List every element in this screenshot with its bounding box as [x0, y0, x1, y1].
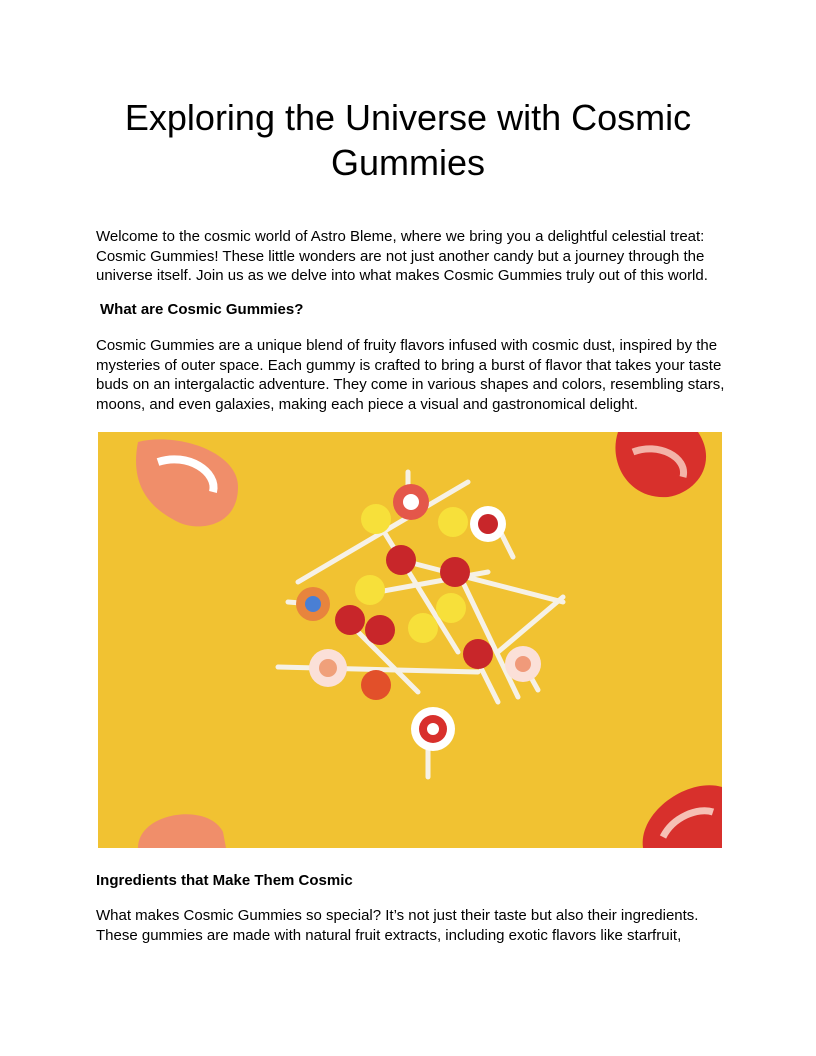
- title-line: Exploring the Universe with Cosmic: [124, 97, 692, 138]
- lollipops-photo: [98, 432, 722, 848]
- text-line: Cosmic Gummies! These little wonders are not just another candy but a journey through the: [96, 247, 705, 265]
- intro-paragraph: [96, 227, 708, 286]
- section2-paragraph: [96, 906, 698, 945]
- text-line: universe itself. Join us as we delve into what makes Cosmic Gummies truly out of this world.: [96, 267, 708, 284]
- text-line: mysteries of outer space. Each gummy is crafted to bring a burst of flavor that takes your taste: [96, 356, 722, 374]
- document-title: [0, 95, 816, 185]
- text-line: Cosmic Gummies are a unique blend of fruity flavors infused with cosmic dust, inspired by the: [96, 337, 718, 354]
- title-line: Gummies: [330, 142, 486, 183]
- text-line: moons, and even galaxies, making each piece a visual and gastronomical delight.: [96, 395, 638, 413]
- text-line: buds on an intergalactic adventure. They come in various shapes and colors, resembling stars,: [96, 376, 725, 393]
- section1-paragraph: [96, 336, 724, 414]
- text-line: These gummies are made with natural fruit extracts, including exotic flavors like starfruit,: [96, 926, 682, 944]
- heading-ingredients: Ingredients that Make Them Cosmic: [96, 872, 353, 889]
- heading-what-are-cosmic-gummies: What are Cosmic Gummies?: [100, 301, 304, 318]
- text-line: Welcome to the cosmic world of Astro Bleme, where we bring you a delightful celestial treat:: [96, 228, 705, 245]
- text-line: What makes Cosmic Gummies so special? It’s not just their taste but also their ingredients.: [96, 907, 699, 924]
